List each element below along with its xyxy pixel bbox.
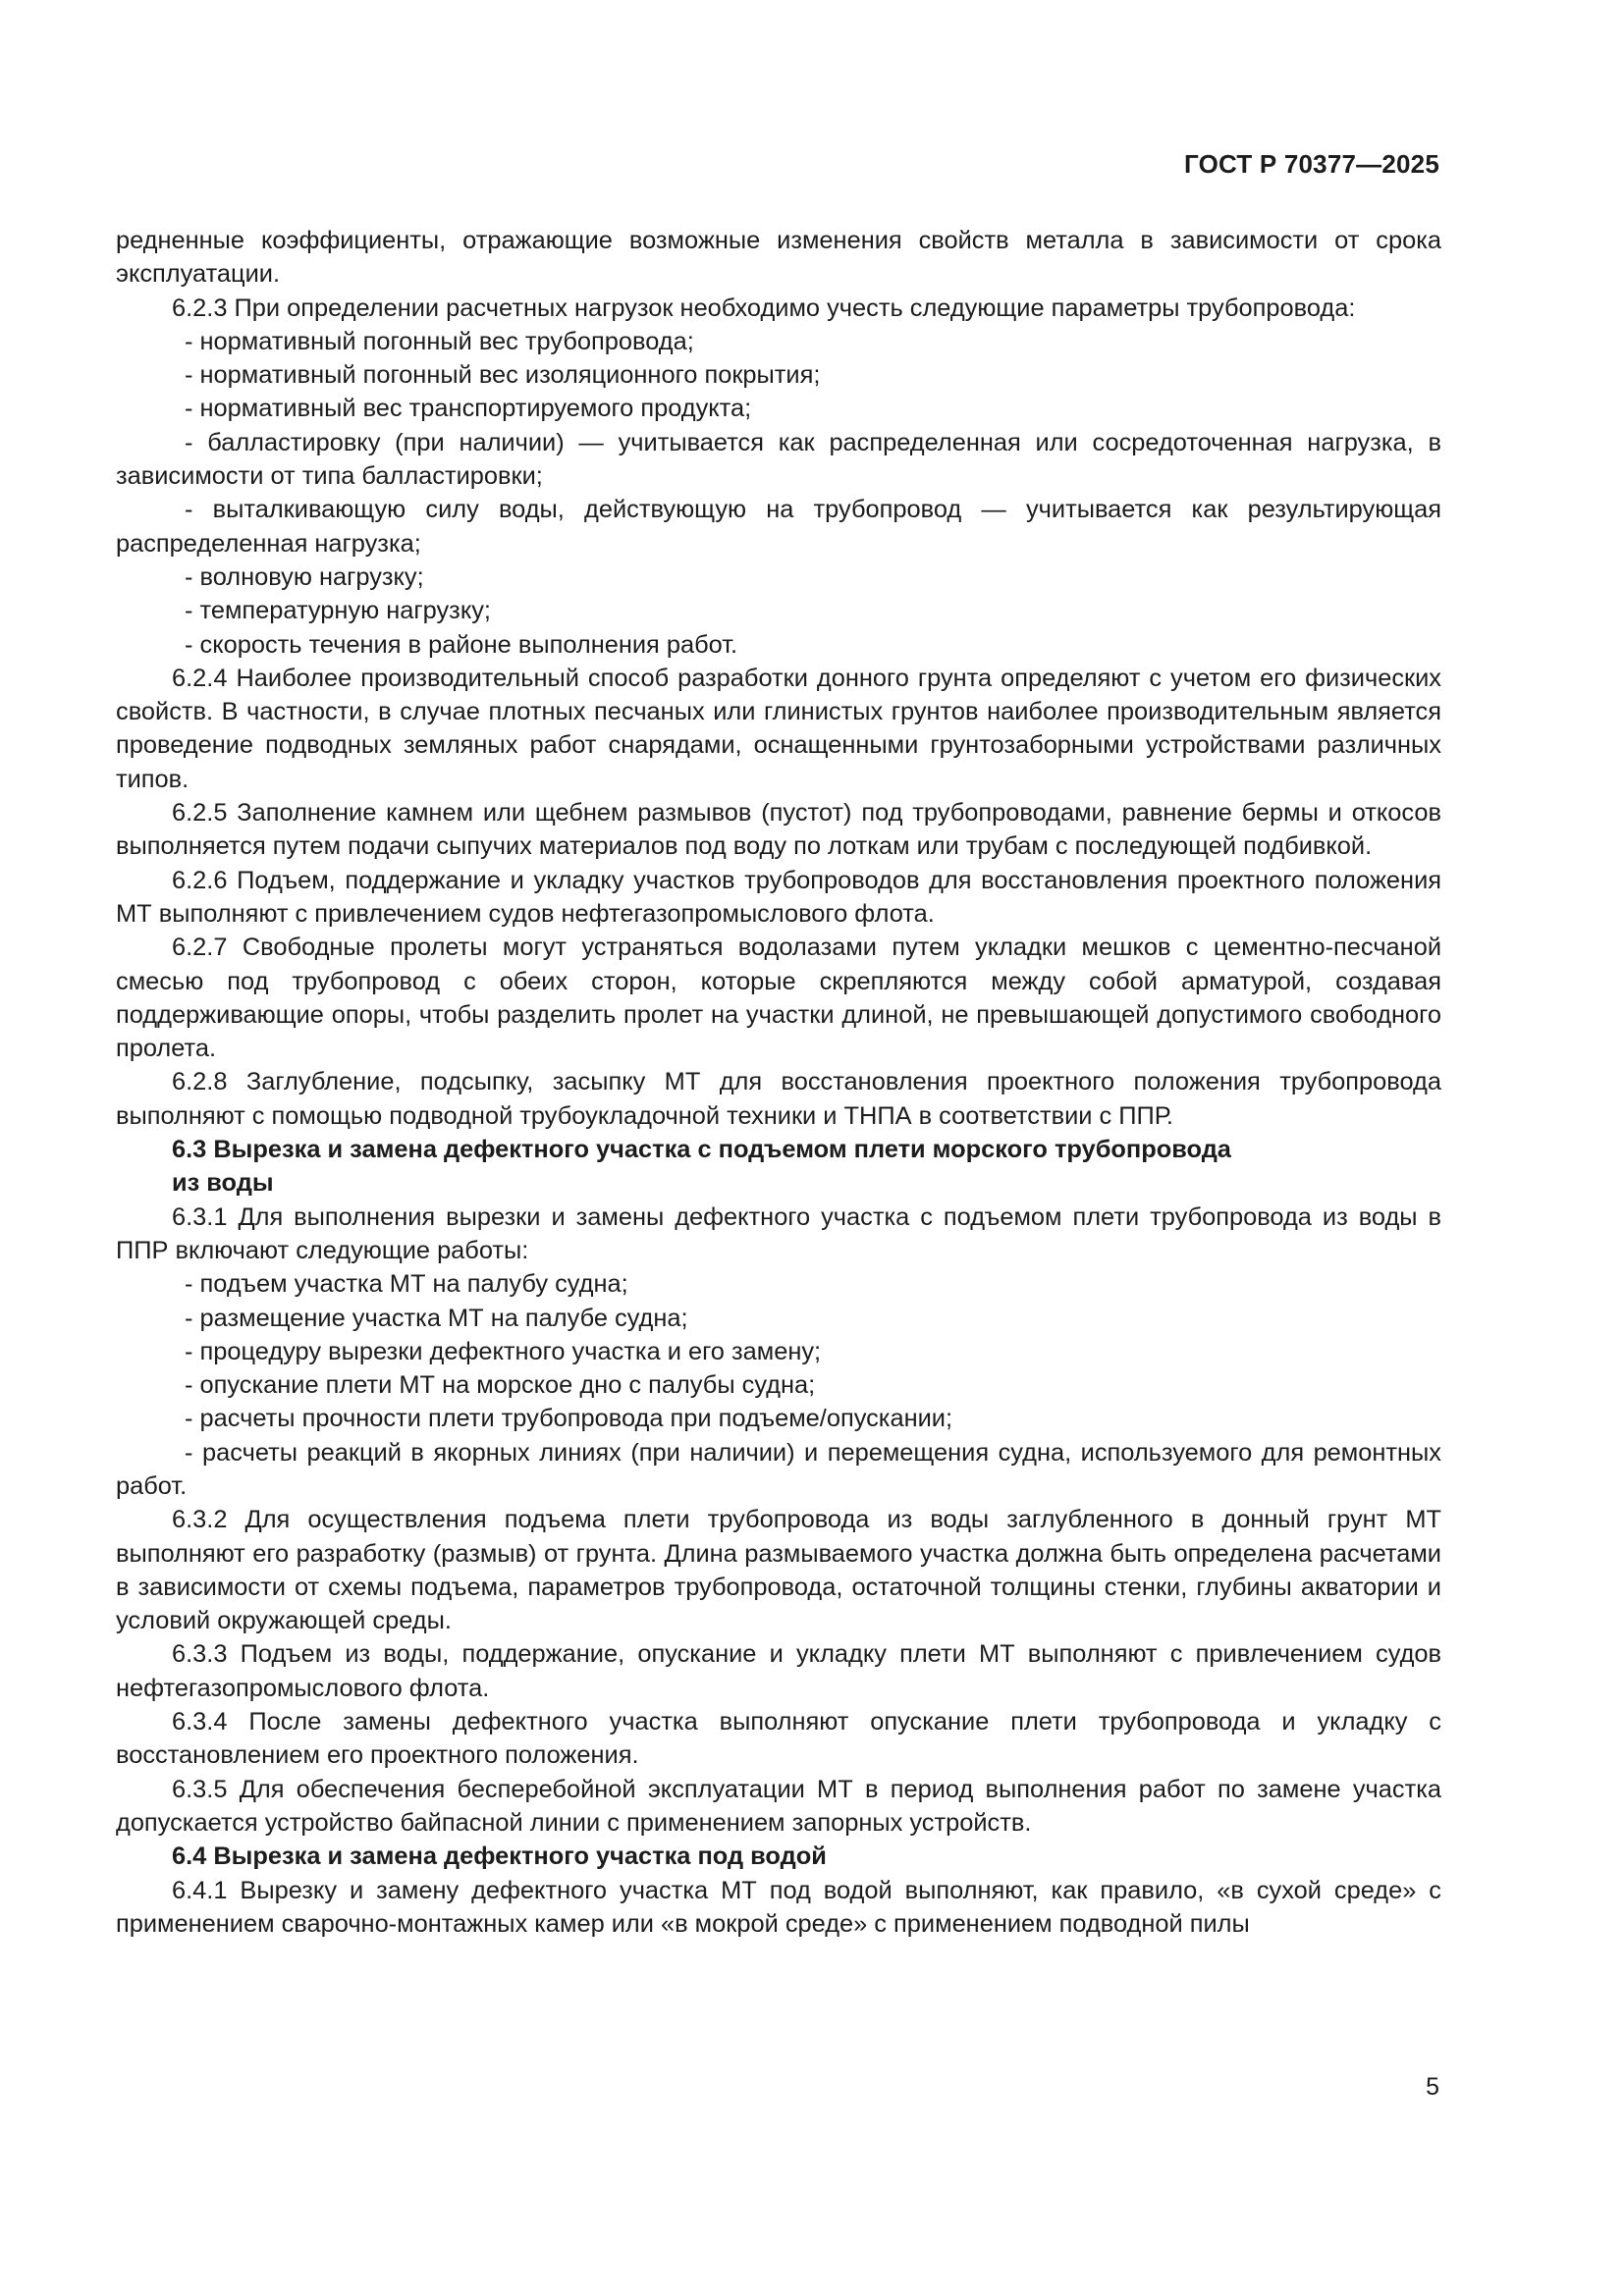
list-item: - выталкивающую силу воды, действующую на трубопровод — учитывается как результирующая распределенная нагрузка;: [116, 496, 1441, 558]
section-6-4-heading: 6.4 Вырезка и замена дефектного участка под водой: [172, 1842, 827, 1871]
paragraph: 6.3.3 Подъем из воды, поддержание, опускание и укладку плети МТ выполняют с привлечением судов нефтегазопромыслового флота.: [116, 1640, 1441, 1702]
paragraph: 6.3.2 Для осуществления подъема плети трубопровода из воды заглубленного в донный грунт МТ выполняют его разработку (размыв) от грунта. Длина размываемого участка должна быть определена расчетами в зависимости от схемы подъема, параметров трубопровода, остаточной толщины стенки, глубины акватории и условий окружающей среды.: [116, 1506, 1441, 1635]
section-6-2-continuation: [116, 224, 1441, 1133]
list-item: - температурную нагрузку;: [185, 597, 491, 625]
section-6-3-heading: [116, 1133, 1441, 1201]
section-6-3-title-line2: из воды: [172, 1169, 274, 1198]
list-item: - опускание плети МТ на морское дно с палубы судна;: [185, 1371, 816, 1400]
list-item: - нормативный погонный вес трубопровода;: [185, 327, 694, 355]
paragraph: 6.2.6 Подъем, поддержание и укладку участков трубопроводов для восстановления проектного положения МТ выполняют с привлечением судов нефтегазопромыслового флота.: [116, 866, 1441, 928]
list-item: - процедуру вырезки дефектного участка и его замену;: [185, 1337, 822, 1365]
paragraph: 6.3.4 После замены дефектного участка выполняют опускание плети трубопровода и укладку с восстановлением его проектного положения.: [116, 1708, 1441, 1770]
list-item: - нормативный вес транспортируемого продукта;: [185, 395, 752, 423]
paragraph: 6.3.5 Для обеспечения бесперебойной эксплуатации МТ в период выполнения работ по замене участка допускается устройство байпасной линии с применением запорных устройств.: [116, 1775, 1441, 1837]
list-item: - расчеты реакций в якорных линиях (при наличии) и перемещения судна, используемого для ремонтных работ.: [116, 1438, 1441, 1500]
section-6-3-title-line1: 6.3 Вырезка и замена дефектного участка с подъемом плети морского трубопровода: [172, 1136, 1231, 1164]
list-item: - скорость течения в районе выполнения работ.: [185, 630, 738, 659]
section-6-3-body: [116, 1201, 1441, 1841]
list-item: - размещение участка МТ на палубе судна;: [185, 1304, 688, 1332]
paragraph: редненные коэффициенты, отражающие возможные изменения свойств металла в зависимости от срока эксплуатации.: [116, 227, 1441, 289]
paragraph: 6.3.1 Для выполнения вырезки и замены дефектного участка с подъемом плети трубопровода из воды в ППР включают следующие работы:: [116, 1202, 1441, 1264]
document-body: [116, 224, 1441, 1941]
list-item: - балластировку (при наличии) — учитывается как распределенная или сосредоточенная нагрузка, в зависимости от типа балластировки;: [116, 428, 1441, 491]
paragraph: 6.2.3 При определении расчетных нагрузок необходимо учесть следующие параметры трубопровода:: [172, 294, 1356, 322]
paragraph: 6.2.5 Заполнение камнем или щебнем размывов (пустот) под трубопроводами, равнение бермы и откосов выполняется путем подачи сыпучих материалов под воду по лоткам или трубам с последующей подбивкой.: [116, 799, 1441, 861]
list-item: - нормативный погонный вес изоляционного покрытия;: [185, 361, 821, 390]
paragraph: 6.2.8 Заглубление, подсыпку, засыпку МТ для восстановления проектного положения трубопровода выполняют с помощью подводной трубоукладочной техники и ТНПА в соответствии с ППР.: [116, 1068, 1441, 1130]
paragraph: 6.4.1 Вырезку и замену дефектного участка МТ под водой выполняют, как правило, «в сухой среде» с применением сварочно-монтажных камер или «в мокрой среде» с применением подводной пилы: [116, 1876, 1441, 1938]
page-number: 5: [1426, 2073, 1439, 2101]
paragraph: 6.2.4 Наиболее производительный способ разработки донного грунта определяют с учетом его физических свойств. В частности, в случае плотных песчаных или глинистых грунтов наиболее производительным является проведение подводных земляных работ снарядами, оснащенными грунтозаборными устройствами различных типов.: [116, 664, 1441, 793]
list-item: - волновую нагрузку;: [185, 562, 424, 591]
list-item: - расчеты прочности плети трубопровода при подъеме/опускании;: [185, 1405, 953, 1433]
section-6-4-body: [116, 1874, 1441, 1942]
list-item: - подъем участка МТ на палубу судна;: [185, 1270, 628, 1299]
document-code-header: ГОСТ Р 70377—2025: [1184, 149, 1439, 179]
paragraph: 6.2.7 Свободные пролеты могут устраняться водолазами путем укладки мешков с цементно-песчаной смесью под трубопровод с обеих сторон, которые скрепляются между собой арматурой, создавая поддерживающие опоры, чтобы разделить пролет на участки длиной, не превышающей допустимого свободного пролета.: [116, 934, 1441, 1063]
